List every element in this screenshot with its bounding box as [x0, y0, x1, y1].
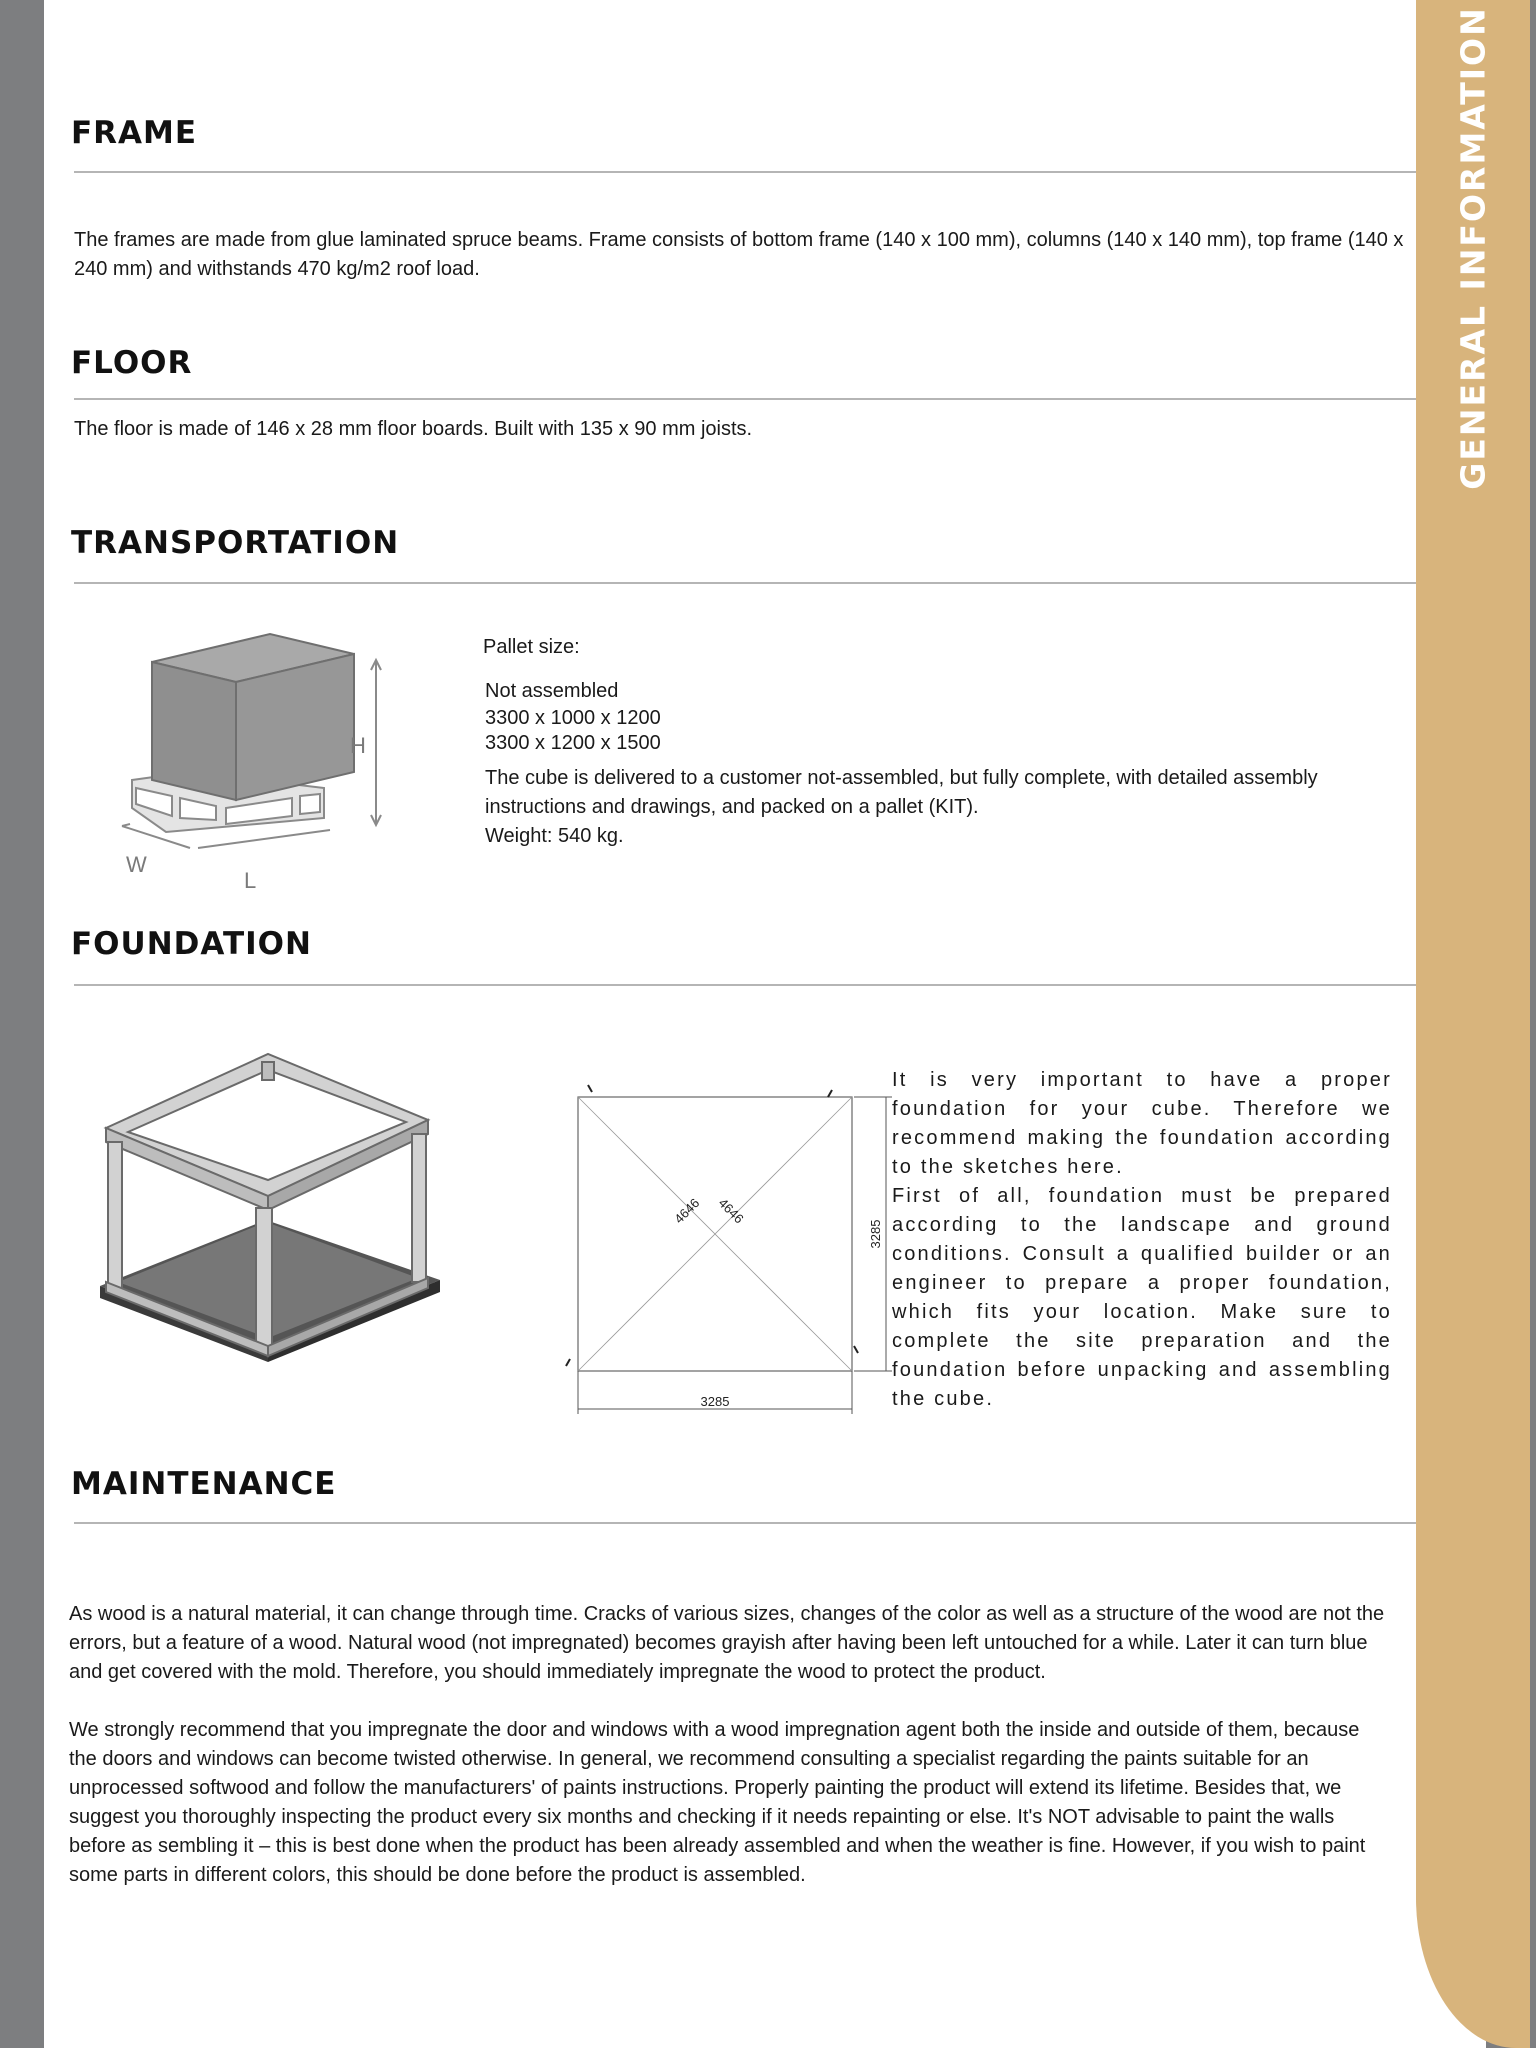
maintenance-paragraph-2: We strongly recommend that you impregnate the door and windows with a wood impregnation agent both the inside and outside of them, because the doors and windows can become twisted otherwise. In general, we recommend consulting a specialist regarding the paints suitable for an unprocessed softwood and follow the manufacturers' of paints instructions. Properly painting the product will extend its lifetime. Besides that, we suggest you thoroughly inspecting the product every six months and checking if it needs repainting or else. It's NOT advisable to paint the walls before as sembling it – this is best done when the product has been already assembled and when the weather is fine. However, if you wish to paint some parts in different colors, this should be done before the product is assembled.: [69, 1719, 1366, 1886]
plan-side-bottom: 3285: [700, 1394, 730, 1409]
transportation-rule: [74, 582, 1416, 584]
plan-side-right: 3285: [868, 1219, 883, 1249]
section-side-tab: [1416, 0, 1530, 2048]
floor-text: The floor is made of 146 x 28 mm floor boards. Built with 135 x 90 mm joists.: [74, 418, 753, 440]
plan-diagonal-left: 4646: [671, 1195, 703, 1227]
cube-frame-drawing: [98, 1050, 438, 1395]
pallet-size-2: 3300 x 1200 x 1500: [485, 732, 661, 754]
cargo-box: [152, 634, 354, 800]
foundation-paragraph-2: First of all, foundation must be prepared according to the landscape and ground conditions. Consult a qualified builder or an engineer to prepare a proper foundation, which fits your location. Make sure to complete the site preparation and the foundation before unpacking and assembling the cube.: [892, 1185, 1392, 1410]
frame-heading: FRAME: [71, 115, 198, 151]
height-label: H: [350, 733, 366, 758]
side-tab-label: GENERAL INFORMATION: [1453, 6, 1493, 490]
floor-heading: FLOOR: [71, 345, 193, 381]
foundation-plan-drawing: [514, 1070, 883, 1420]
document-page: [44, 0, 1493, 2048]
transportation-heading: TRANSPORTATION: [71, 525, 400, 561]
frame-rule: [74, 171, 1416, 173]
foundation-rule: [74, 984, 1416, 986]
not-assembled-label: Not assembled: [485, 680, 619, 702]
pallet-size-1: 3300 x 1000 x 1200: [485, 707, 661, 729]
foundation-paragraph-1: It is very important to have a proper foundation for your cube. Therefore we recommend making the foundation according to the sketches here.: [892, 1069, 1392, 1178]
weight-text: Weight: 540 kg.: [485, 825, 624, 847]
height-dimension: [371, 660, 381, 825]
length-dimension: [198, 830, 330, 848]
pallet-size-label: Pallet size:: [483, 636, 580, 658]
maintenance-paragraph-1: As wood is a natural material, it can change through time. Cracks of various sizes, changes of the color as well as a structure of the wood are not the errors, but a feature of a wood. Natural wood (not impregnated) becomes grayish after having been left untouched for a while. Later it can turn blue and get covered with the mold. Therefore, you should immediately impregnate the wood to protect the product.: [69, 1603, 1385, 1683]
delivery-description: The cube is delivered to a customer not-assembled, but fully complete, with detailed assembly instructions and drawings, and packed on a pallet (KIT).: [485, 767, 1318, 818]
foundation-heading: FOUNDATION: [71, 926, 312, 962]
frame-text: The frames are made from glue laminated spruce beams. Frame consists of bottom frame (140 x 100 mm), columns (140 x 140 mm), top frame (140 x 240 mm) and withstands 470 kg/m2 roof load.: [74, 229, 1404, 280]
pallet-diagram: [94, 620, 394, 895]
width-label: W: [126, 852, 147, 877]
maintenance-heading: MAINTENANCE: [71, 1466, 337, 1502]
maintenance-rule: [74, 1522, 1416, 1524]
length-label: L: [244, 868, 257, 893]
plan-diagonal-right: 4646: [715, 1195, 747, 1227]
floor-rule: [74, 398, 1416, 400]
